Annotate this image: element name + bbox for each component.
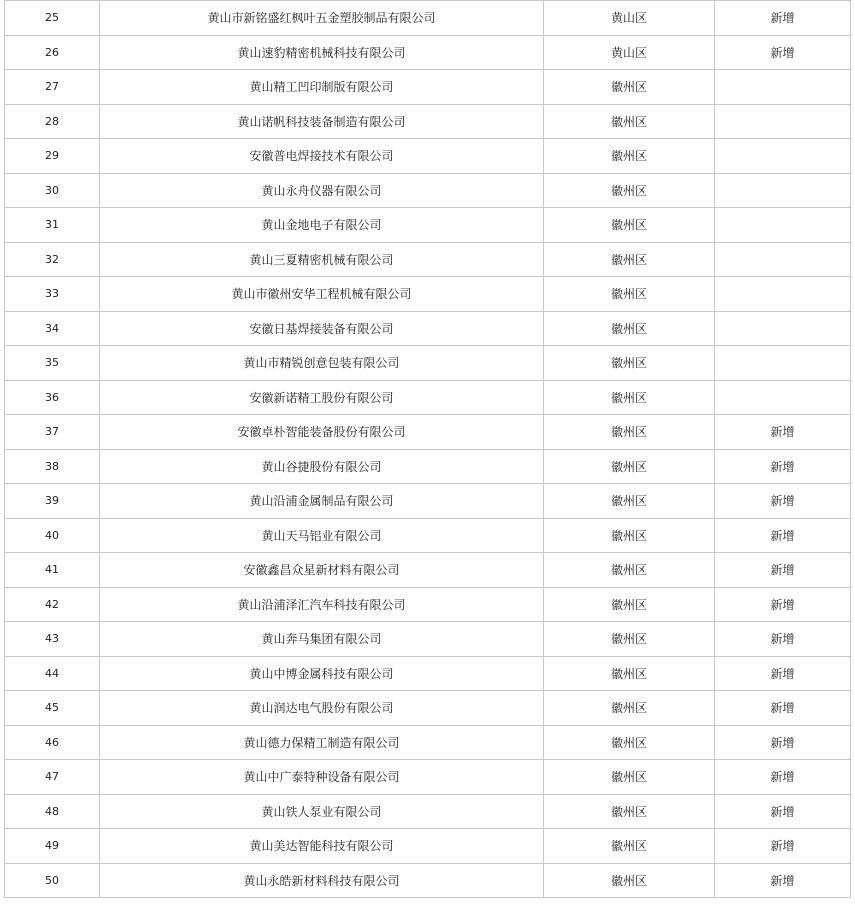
company-table (4, 0, 851, 898)
row-number: 47 (5, 760, 100, 795)
company-name: 黄山金地电子有限公司 (100, 208, 544, 243)
note (715, 104, 851, 139)
note: 新增 (715, 760, 851, 795)
note (715, 380, 851, 415)
district: 徽州区 (544, 794, 715, 829)
row-number: 40 (5, 518, 100, 553)
company-name: 安徽卓朴智能装备股份有限公司 (100, 415, 544, 450)
company-name: 黄山德力保精工制造有限公司 (100, 725, 544, 760)
district: 徽州区 (544, 553, 715, 588)
table-row (5, 208, 851, 243)
row-number: 43 (5, 622, 100, 657)
company-name: 安徽普电焊接技术有限公司 (100, 139, 544, 174)
row-number: 46 (5, 725, 100, 760)
row-number: 48 (5, 794, 100, 829)
district: 徽州区 (544, 173, 715, 208)
row-number: 25 (5, 1, 100, 36)
note: 新增 (715, 415, 851, 450)
district: 徽州区 (544, 415, 715, 450)
table-row (5, 725, 851, 760)
note (715, 346, 851, 381)
row-number: 27 (5, 70, 100, 105)
row-number: 42 (5, 587, 100, 622)
company-name: 黄山中广泰特种设备有限公司 (100, 760, 544, 795)
table-row (5, 622, 851, 657)
company-name: 黄山沿浦金属制品有限公司 (100, 484, 544, 519)
row-number: 31 (5, 208, 100, 243)
table-row (5, 760, 851, 795)
note (715, 70, 851, 105)
company-name: 黄山市徽州安华工程机械有限公司 (100, 277, 544, 312)
table-row (5, 691, 851, 726)
table-row (5, 35, 851, 70)
company-name: 黄山市新铭盛红枫叶五金塑胶制品有限公司 (100, 1, 544, 36)
company-name: 安徽日基焊接装备有限公司 (100, 311, 544, 346)
company-name: 黄山速豹精密机械科技有限公司 (100, 35, 544, 70)
row-number: 26 (5, 35, 100, 70)
table-row (5, 380, 851, 415)
note (715, 311, 851, 346)
district: 徽州区 (544, 139, 715, 174)
company-name: 黄山三夏精密机械有限公司 (100, 242, 544, 277)
district: 徽州区 (544, 587, 715, 622)
company-name: 黄山美达智能科技有限公司 (100, 829, 544, 864)
row-number: 49 (5, 829, 100, 864)
table-row (5, 173, 851, 208)
note: 新增 (715, 794, 851, 829)
note: 新增 (715, 725, 851, 760)
note: 新增 (715, 449, 851, 484)
note: 新增 (715, 691, 851, 726)
table-row (5, 415, 851, 450)
table-row (5, 794, 851, 829)
district: 黄山区 (544, 35, 715, 70)
district: 徽州区 (544, 622, 715, 657)
table-row (5, 587, 851, 622)
district: 徽州区 (544, 863, 715, 898)
company-name: 黄山沿浦泽汇汽车科技有限公司 (100, 587, 544, 622)
note: 新增 (715, 553, 851, 588)
company-name: 黄山铁人泵业有限公司 (100, 794, 544, 829)
table-row (5, 1, 851, 36)
note: 新增 (715, 1, 851, 36)
table-row (5, 242, 851, 277)
table-row (5, 311, 851, 346)
company-name: 黄山中博金属科技有限公司 (100, 656, 544, 691)
row-number: 29 (5, 139, 100, 174)
note: 新增 (715, 518, 851, 553)
row-number: 32 (5, 242, 100, 277)
note (715, 173, 851, 208)
company-name: 黄山谷捷股份有限公司 (100, 449, 544, 484)
district: 徽州区 (544, 725, 715, 760)
row-number: 39 (5, 484, 100, 519)
district: 徽州区 (544, 346, 715, 381)
company-name: 黄山奔马集团有限公司 (100, 622, 544, 657)
table-row (5, 656, 851, 691)
row-number: 35 (5, 346, 100, 381)
district: 徽州区 (544, 208, 715, 243)
company-name: 安徽新诺精工股份有限公司 (100, 380, 544, 415)
table-row (5, 829, 851, 864)
row-number: 41 (5, 553, 100, 588)
note (715, 208, 851, 243)
table-body (5, 1, 851, 898)
table-row (5, 104, 851, 139)
note: 新增 (715, 587, 851, 622)
row-number: 33 (5, 277, 100, 312)
company-name: 黄山永皓新材料科技有限公司 (100, 863, 544, 898)
table-row (5, 70, 851, 105)
row-number: 50 (5, 863, 100, 898)
district: 徽州区 (544, 380, 715, 415)
note: 新增 (715, 863, 851, 898)
table-row (5, 277, 851, 312)
table-row (5, 553, 851, 588)
table-row (5, 346, 851, 381)
company-name: 黄山诺帆科技装备制造有限公司 (100, 104, 544, 139)
row-number: 38 (5, 449, 100, 484)
note: 新增 (715, 656, 851, 691)
note: 新增 (715, 622, 851, 657)
district: 徽州区 (544, 70, 715, 105)
table-row (5, 449, 851, 484)
table-row (5, 518, 851, 553)
district: 徽州区 (544, 691, 715, 726)
row-number: 30 (5, 173, 100, 208)
district: 徽州区 (544, 449, 715, 484)
row-number: 37 (5, 415, 100, 450)
note (715, 242, 851, 277)
row-number: 45 (5, 691, 100, 726)
district: 徽州区 (544, 484, 715, 519)
district: 徽州区 (544, 829, 715, 864)
district: 徽州区 (544, 760, 715, 795)
company-name: 黄山天马铝业有限公司 (100, 518, 544, 553)
row-number: 28 (5, 104, 100, 139)
company-name: 黄山市精锐创意包装有限公司 (100, 346, 544, 381)
district: 徽州区 (544, 656, 715, 691)
company-name: 黄山润达电气股份有限公司 (100, 691, 544, 726)
table-row (5, 484, 851, 519)
note (715, 277, 851, 312)
table-row (5, 139, 851, 174)
district: 徽州区 (544, 518, 715, 553)
district: 徽州区 (544, 104, 715, 139)
table-row (5, 863, 851, 898)
note: 新增 (715, 35, 851, 70)
district: 徽州区 (544, 242, 715, 277)
district: 徽州区 (544, 311, 715, 346)
district: 黄山区 (544, 1, 715, 36)
note: 新增 (715, 484, 851, 519)
row-number: 34 (5, 311, 100, 346)
note (715, 139, 851, 174)
company-name: 黄山永舟仪器有限公司 (100, 173, 544, 208)
company-name: 安徽鑫昌众星新材料有限公司 (100, 553, 544, 588)
company-name: 黄山精工凹印制版有限公司 (100, 70, 544, 105)
row-number: 44 (5, 656, 100, 691)
district: 徽州区 (544, 277, 715, 312)
row-number: 36 (5, 380, 100, 415)
note: 新增 (715, 829, 851, 864)
